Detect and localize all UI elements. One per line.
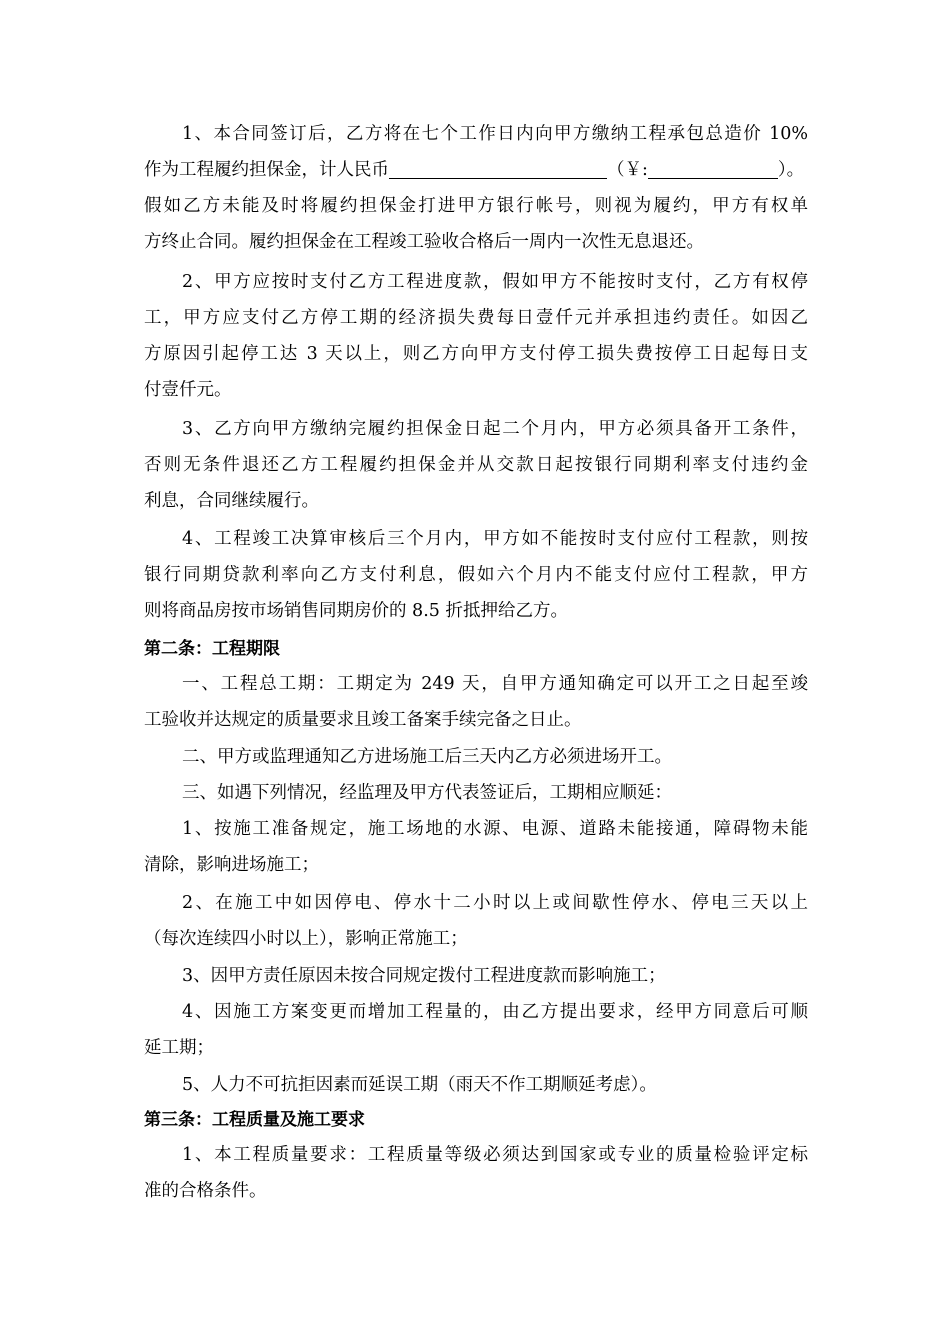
- text-line: 则将商品房按市场销售同期房价的 8.5 折抵押给乙方。: [144, 601, 568, 621]
- text-line: 方原因引起停工达 3 天以上，则乙方向甲方支付停工损失费按停工日起每日支: [144, 344, 808, 364]
- text-line: 清除，影响进场施工；: [144, 855, 319, 875]
- clause-extension-conditions: [144, 775, 808, 811]
- section-heading-article-3: 第三条：工程质量及施工要求: [144, 1110, 365, 1130]
- yuan-amount-blank: [648, 156, 778, 179]
- text-line: 二、甲方或监理通知乙方进场施工后三天内乙方必须进场开工。: [182, 747, 672, 767]
- text-line: 否则无条件退还乙方工程履约担保金并从交款日起按银行同期利率支付违约金: [144, 455, 808, 475]
- text-segment: （￥:: [607, 160, 648, 180]
- clause-progress-payment: [144, 264, 808, 408]
- extension-item-3: [144, 958, 808, 994]
- text-line: 一、工程总工期：工期定为 249 天，自甲方通知确定可以开工之日起至竣: [182, 674, 808, 694]
- text-line: 3、乙方向甲方缴纳完履约担保金日起二个月内，甲方必须具备开工条件，: [182, 419, 808, 439]
- text-line: 3、因甲方责任原因未按合同规定拨付工程进度款而影响施工；: [182, 966, 666, 986]
- text-line: 准的合格条件。: [144, 1181, 267, 1201]
- text-line: 假如乙方未能及时将履约担保金打进甲方银行帐号，则视为履约，甲方有权单: [144, 196, 808, 216]
- extension-item-1: [144, 811, 808, 883]
- text-segment: 作为工程履约担保金，计人民币: [144, 160, 389, 180]
- extension-item-2: [144, 885, 808, 957]
- clause-total-duration: [144, 666, 808, 738]
- text-line: 2、甲方应按时支付乙方工程进度款，假如甲方不能按时支付，乙方有权停: [182, 272, 808, 292]
- text-line-with-blanks: [144, 152, 808, 188]
- text-line: 利息，合同继续履行。: [144, 491, 319, 511]
- amount-blank: [389, 156, 607, 179]
- clause-performance-bond: [144, 116, 808, 260]
- text-line: 工验收并达规定的质量要求且竣工备案手续完备之日止。: [144, 710, 582, 730]
- text-line: 付壹仟元。: [144, 380, 232, 400]
- text-line: 4、因施工方案变更而增加工程量的，由乙方提出要求，经甲方同意后可顺: [182, 1002, 808, 1022]
- extension-item-4: [144, 994, 808, 1066]
- text-line: 1、本工程质量要求：工程质量等级必须达到国家或专业的质量检验评定标: [182, 1145, 808, 1165]
- text-segment: ）。: [777, 160, 805, 180]
- text-line: 4、工程竣工决算审核后三个月内，甲方如不能按时支付应付工程款，则按: [182, 529, 808, 549]
- text-line: 三、如遇下列情况，经监理及甲方代表签证后，工期相应顺延：: [182, 783, 672, 803]
- text-line: 1、按施工准备规定，施工场地的水源、电源、道路未能接通，障碍物未能: [182, 819, 808, 839]
- clause-final-settlement: [144, 521, 808, 629]
- text-line: 2、在施工中如因停电、停水十二小时以上或间歇性停水、停电三天以上: [182, 893, 808, 913]
- text-line: 工，甲方应支付乙方停工期的经济损失费每日壹仟元并承担违约责任。如因乙: [144, 308, 808, 328]
- clause-quality-requirement: [144, 1137, 808, 1209]
- text-line: 1、本合同签订后，乙方将在七个工作日内向甲方缴纳工程承包总造价 10%: [182, 124, 808, 144]
- text-line: 延工期；: [144, 1038, 214, 1058]
- text-line: （每次连续四小时以上），影响正常施工；: [144, 929, 468, 949]
- text-line: 方终止合同。履约担保金在工程竣工验收合格后一周内一次性无息退还。: [144, 232, 704, 252]
- clause-site-entry: [144, 739, 808, 775]
- text-line: 银行同期贷款利率向乙方支付利息，假如六个月内不能支付应付工程款，甲方: [144, 565, 808, 585]
- section-heading-article-2: 第二条：工程期限: [144, 639, 280, 659]
- text-line: 5、人力不可抗拒因素而延误工期（雨天不作工期顺延考虑）。: [182, 1075, 657, 1095]
- clause-start-conditions: [144, 411, 808, 519]
- extension-item-5: [144, 1067, 808, 1103]
